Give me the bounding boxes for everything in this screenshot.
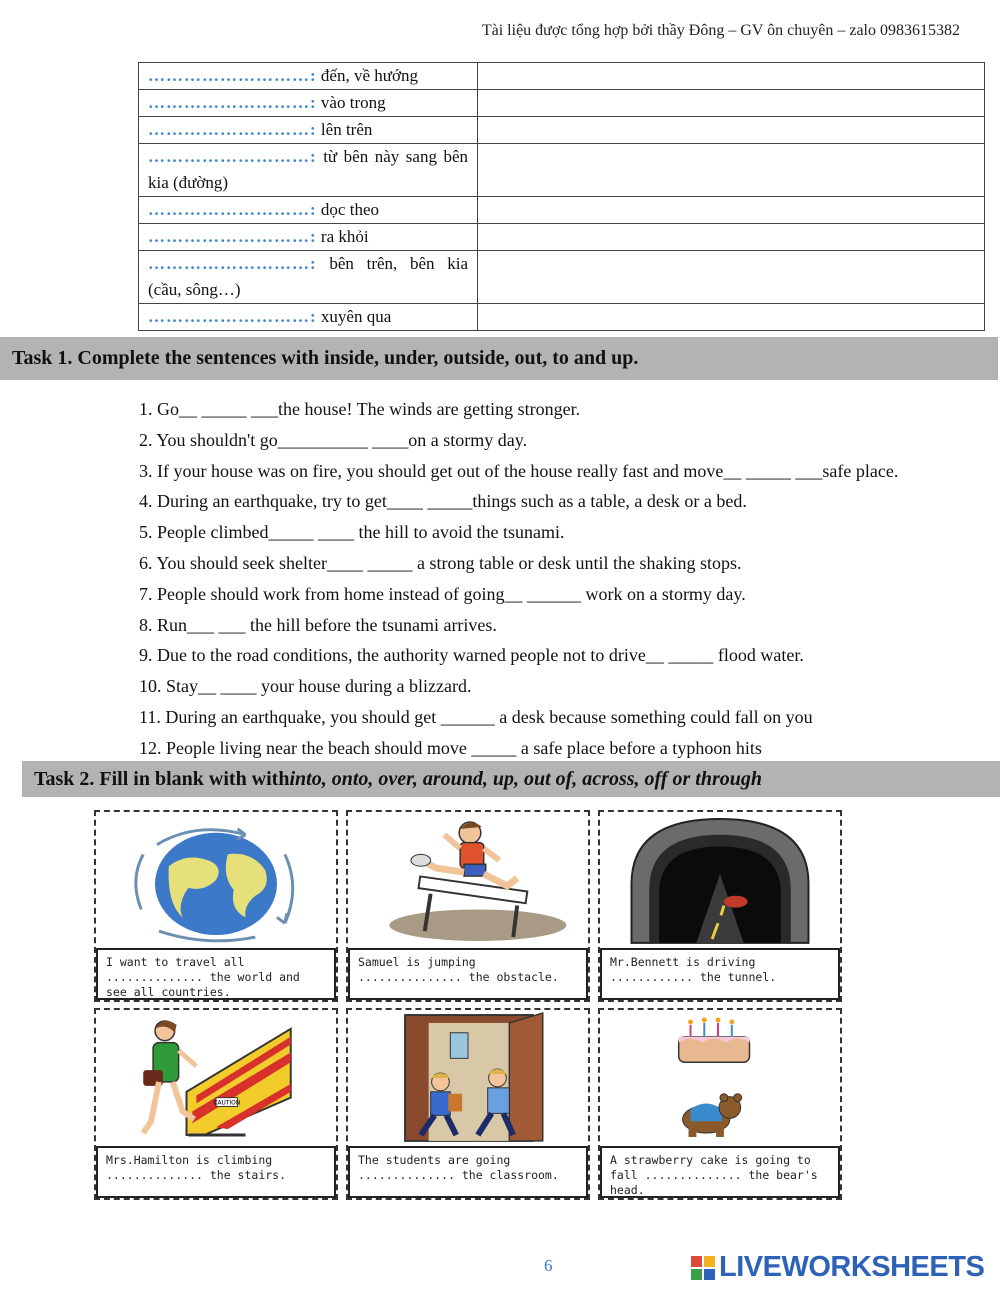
vocab-blank[interactable]: ………………………: (148, 254, 317, 273)
card-caption: Mr.Bennett is driving ............ the tunnel. (600, 948, 840, 1000)
students-door-icon (350, 1012, 586, 1142)
vocab-meaning-cell (139, 304, 478, 331)
liveworksheets-icon (690, 1255, 716, 1281)
vocab-blank[interactable]: ………………………: (148, 147, 317, 166)
picture-card (598, 810, 842, 1002)
vocab-meaning: bên trên, bên kia (cầu, sông…) (148, 254, 468, 299)
card-caption: Mrs.Hamilton is climbing .............. the stairs. (96, 1146, 336, 1198)
task2-title-prefix: Task 2. Fill in blank with with (34, 767, 290, 790)
vocab-answer-cell[interactable] (478, 224, 985, 251)
vocab-row (139, 144, 985, 197)
globe-icon (98, 814, 334, 944)
vocab-answer-cell[interactable] (478, 63, 985, 90)
vocab-meaning: dọc theo (320, 200, 379, 219)
vocab-answer-cell[interactable] (478, 144, 985, 197)
tunnel-icon (602, 814, 838, 944)
brand-text: LIVEWORKSHEETS (719, 1251, 985, 1283)
card-caption: The students are going .............. the classroom. (348, 1146, 588, 1198)
picture-card (346, 1008, 590, 1200)
stairs-climber-icon (98, 1012, 334, 1142)
vocab-meaning: xuyên qua (320, 307, 392, 326)
vocab-meaning-cell (139, 224, 478, 251)
vocab-meaning: đến, về hướng (320, 66, 418, 85)
vocab-meaning-cell (139, 251, 478, 304)
task1-sentence: 4. During an earthquake, try to get____ _____things such as a table, a desk or a bed. (139, 491, 747, 512)
page-number: 6 (544, 1256, 553, 1275)
vocab-row (139, 197, 985, 224)
vocab-meaning: từ bên này sang bên kia (đường) (148, 147, 469, 192)
task1-sentence: 11. During an earthquake, you should get ______ a desk because something could fall on you (139, 706, 813, 727)
task1-sentence: 1. Go__ _____ ___the house! The winds are getting stronger. (139, 399, 581, 419)
vocab-blank[interactable]: ………………………: (148, 66, 317, 85)
task1-sentence: 6. You should seek shelter____ _____ a strong table or desk until the shaking stops. (139, 552, 742, 573)
vocab-answer-cell[interactable] (478, 197, 985, 224)
task1-sentence: 3. If your house was on fire, you should get out of the house really fast and move__ _____ ___safe place. (139, 460, 899, 481)
vocab-row (139, 63, 985, 90)
vocab-meaning: lên trên (320, 120, 373, 139)
vocab-answer-cell[interactable] (478, 90, 985, 117)
vocab-blank[interactable]: ………………………: (148, 200, 317, 219)
task1-sentence: 10. Stay__ ____ your house during a blizzard. (139, 676, 472, 697)
vocab-row (139, 224, 985, 251)
vocab-meaning-cell (139, 117, 478, 144)
vocab-blank[interactable]: ………………………: (148, 120, 317, 139)
task1-sentence: 9. Due to the road conditions, the authority warned people not to drive__ _____ flood water. (139, 645, 804, 666)
vocab-row (139, 90, 985, 117)
picture-card (598, 1008, 842, 1200)
card-caption: I want to travel all .............. the world and see all countries. (96, 948, 336, 1000)
task1-sentence: 2. You shouldn't go__________ ____on a stormy day. (139, 429, 528, 450)
vocab-meaning-cell (139, 197, 478, 224)
vocab-blank[interactable]: ………………………: (148, 227, 317, 246)
vocab-meaning-cell (139, 63, 478, 90)
picture-card (94, 810, 338, 1002)
task1-sentence: 12. People living near the beach should move _____ a safe place before a typhoon hits (139, 737, 762, 758)
vocab-answer-cell[interactable] (478, 251, 985, 304)
vocab-row (139, 304, 985, 331)
task1-sentence-list (139, 397, 969, 767)
card-caption: Samuel is jumping ............... the obstacle. (348, 948, 588, 1000)
vocab-meaning: ra khỏi (320, 227, 369, 246)
task2-title (22, 761, 1000, 797)
picture-card (94, 1008, 338, 1200)
picture-card (346, 810, 590, 1002)
task1-sentence: 7. People should work from home instead of going__ ______ work on a stormy day. (139, 583, 746, 604)
brand-logo (690, 1251, 984, 1284)
vocab-row (139, 117, 985, 144)
vocab-table (138, 62, 985, 331)
task1-title: Task 1. Complete the sentences with inside, under, outside, out, to and up. (0, 337, 998, 380)
task1-sentence: 8. Run___ ___ the hill before the tsunami arrives. (139, 614, 497, 635)
vocab-meaning: vào trong (320, 93, 386, 112)
hurdle-jumper-icon (350, 814, 586, 944)
task2-title-words: into, onto, over, around, up, out of, across, off or through (289, 767, 762, 790)
task1-sentence: 5. People climbed_____ ____ the hill to avoid the tsunami. (139, 522, 565, 543)
vocab-answer-cell[interactable] (478, 304, 985, 331)
picture-cards (94, 810, 846, 1200)
vocab-row (139, 251, 985, 304)
stair-sign-text: CAUTION (213, 1100, 241, 1107)
vocab-blank[interactable]: ………………………: (148, 307, 317, 326)
vocab-meaning-cell (139, 144, 478, 197)
vocab-answer-cell[interactable] (478, 117, 985, 144)
cake-bear-icon (602, 1012, 838, 1142)
header-note: Tài liệu được tổng hợp bởi thầy Đông – GV ôn chuyên – zalo 0983615382 (481, 22, 960, 39)
vocab-blank[interactable]: ………………………: (148, 93, 317, 112)
card-caption: A strawberry cake is going to fall .............. the bear's head. (600, 1146, 840, 1198)
vocab-meaning-cell (139, 90, 478, 117)
